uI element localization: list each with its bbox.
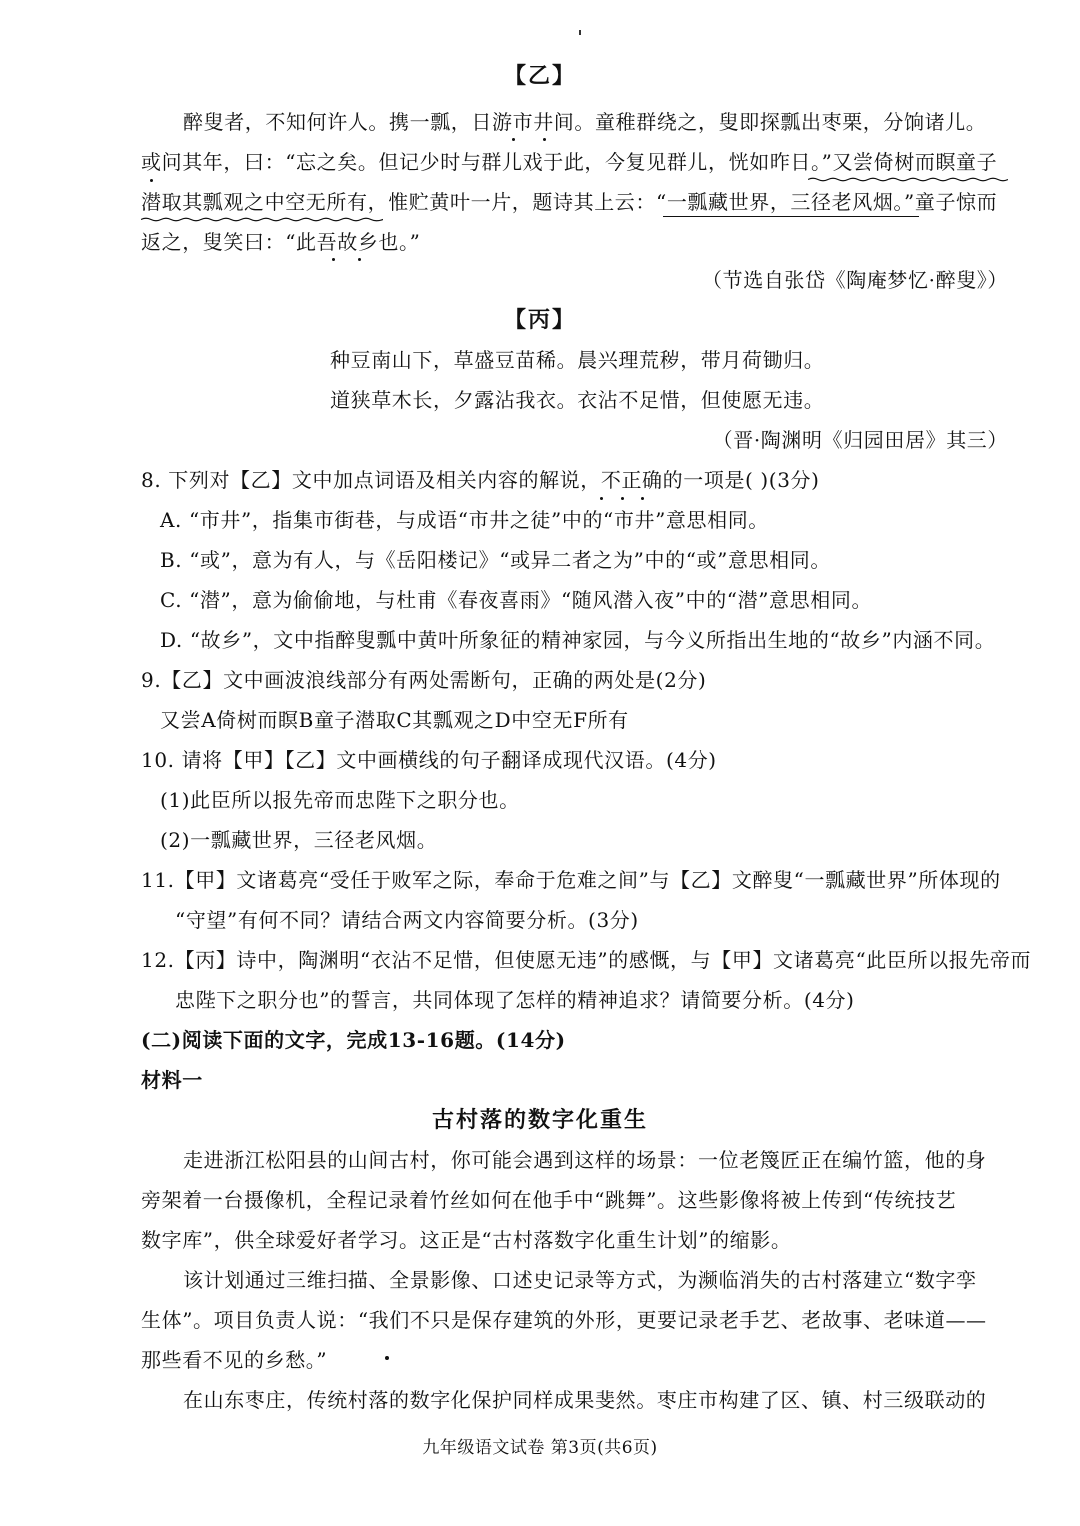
emphasis-dot: [358, 258, 361, 261]
question-8-option-d: D. “故乡”，文中指醉叟瓢中黄叶所象征的精神家园，与今义所指出生地的“故乡”内涵不同。: [160, 628, 996, 652]
question-10-item-1: (1)此臣所以报先帝而忠陛下之职分也。: [160, 788, 520, 812]
bing-source: （晋·陶渊明《归园田居》其三）: [712, 428, 1008, 452]
article-line-4: 该计划通过三维扫描、全景影像、口述史记录等方式，为濒临消失的古村落建立“数字孪: [183, 1268, 977, 1292]
question-11: 11.【甲】文诸葛亮“受任于败军之际，奉命于危难之间”与【乙】文醉叟“一瓢藏世界”所体现的: [141, 868, 1001, 892]
question-8: 8. 下列对【乙】文中加点词语及相关内容的解说，不正确的一项是( )(3分): [141, 468, 820, 492]
article-title: 古村落的数字化重生: [431, 1107, 648, 1133]
emphasis-dot: [512, 138, 515, 141]
material-label: 材料一: [141, 1068, 203, 1092]
question-8-option-a: A. “市井”，指集市街巷，与成语“市井之徒”中的“市井”意思相同。: [160, 508, 769, 532]
wavy-underline: [808, 177, 1008, 182]
bing-line-1: 种豆南山下，草盛豆苗稀。晨兴理荒秽，带月荷锄归。: [330, 348, 825, 372]
emphasis-dot: [332, 258, 335, 261]
yi-line-4: 返之，叟笑曰：“此吾故乡也。”: [141, 230, 421, 254]
emphasis-dot: [641, 497, 644, 500]
scan-mark: [579, 30, 581, 35]
question-10-item-2: (2)一瓢藏世界，三径老风烟。: [160, 828, 438, 852]
yi-line-3: 潜取其瓢观之中空无所有，惟贮黄叶一片，题诗其上云：“一瓢藏世界，三径老风烟。”童子惊而: [141, 190, 998, 214]
section-yi-heading: 【乙】: [503, 63, 576, 89]
article-line-5: 生体”。项目负责人说：“我们不只是保存建筑的外形，更要记录老手艺、老故事、老味道——: [141, 1308, 987, 1332]
yi-line-1: 醉叟者，不知何许人。携一瓢，日游市井间。童稚群绕之，叟即探瓢出枣栗，分饷诸儿。: [183, 110, 987, 134]
article-line-2: 旁架着一台摄像机，全程记录着竹丝如何在他手中“跳舞”。这些影像将被上传到“传统技艺: [141, 1188, 957, 1212]
ink-speck: [385, 1356, 389, 1360]
bing-line-2: 道狭草木长，夕露沾我衣。衣沾不足惜，但使愿无违。: [330, 388, 825, 412]
section-2-heading: (二)阅读下面的文字，完成13-16题。(14分): [141, 1028, 566, 1052]
article-line-6: 那些看不见的乡愁。”: [141, 1348, 328, 1372]
question-8-option-c: C. “潜”，意为偷偷地，与杜甫《春夜喜雨》“随风潜入夜”中的“潜”意思相同。: [160, 588, 873, 612]
question-9-options: 又尝A倚树而瞑B童子潜取C其瓢观之D中空无F所有: [160, 708, 629, 732]
page-footer: 九年级语文试卷 第3页(共6页): [422, 1438, 658, 1458]
question-12-cont: 忠陛下之职分也”的誓言，共同体现了怎样的精神追求？请简要分析。(4分): [175, 988, 855, 1012]
question-11-cont: “守望”有何不同？请结合两文内容简要分析。(3分): [175, 908, 639, 932]
translation-underline: [663, 216, 919, 217]
emphasis-dot: [621, 497, 624, 500]
yi-source: （节选自张岱《陶庵梦忆·醉叟》）: [702, 268, 1008, 292]
article-line-1: 走进浙江松阳县的山间古村，你可能会遇到这样的场景：一位老篾匠正在编竹篮，他的身: [183, 1148, 987, 1172]
emphasis-dot: [600, 497, 603, 500]
emphasis-dot: [150, 179, 153, 182]
article-line-7: 在山东枣庄，传统村落的数字化保护同样成果斐然。枣庄市构建了区、镇、村三级联动的: [183, 1388, 987, 1412]
article-line-3: 数字库”，供全球爱好者学习。这正是“古村落数字化重生计划”的缩影。: [141, 1228, 792, 1252]
question-12: 12.【丙】诗中，陶渊明“衣沾不足惜，但使愿无违”的感慨，与【甲】文诸葛亮“此臣所以报先帝而: [141, 948, 1032, 972]
question-10: 10. 请将【甲】【乙】文中画横线的句子翻译成现代汉语。(4分): [141, 748, 717, 772]
yi-line-2: 或问其年，曰：“忘之矣。但记少时与群儿戏于此，今复见群儿，恍如昨日。”又尝倚树而瞑童子: [141, 150, 998, 174]
section-bing-heading: 【丙】: [503, 307, 576, 333]
question-8-option-b: B. “或”，意为有人，与《岳阳楼记》“或异二者之为”中的“或”意思相同。: [160, 548, 831, 572]
wavy-underline: [141, 217, 383, 222]
question-9: 9.【乙】文中画波浪线部分有两处需断句，正确的两处是(2分): [141, 668, 707, 692]
emphasis-dot: [543, 138, 546, 141]
